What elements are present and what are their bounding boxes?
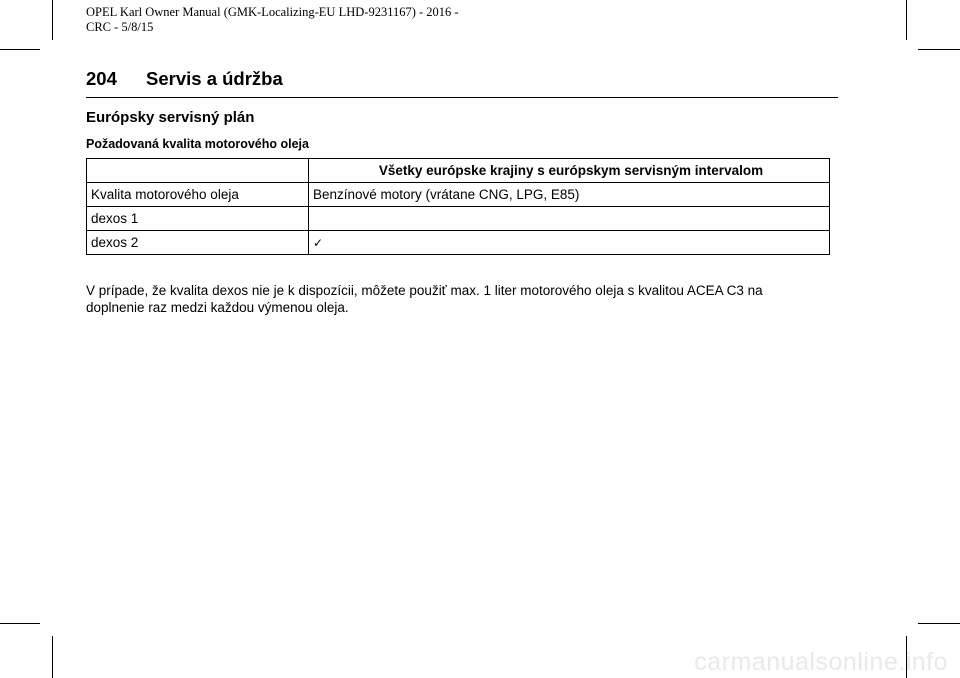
crop-mark-top-right-horizontal [918, 49, 960, 50]
table-row [87, 231, 830, 255]
crop-mark-top-left-vertical [52, 0, 53, 40]
section-title: Európsky servisný plán [86, 109, 255, 126]
chapter-title: Servis a údržba [146, 68, 283, 89]
table-cell: Kvalita motorového oleja [87, 183, 309, 207]
header-rule [86, 97, 838, 98]
crop-mark-bottom-left-vertical [52, 636, 53, 678]
table-row [87, 183, 830, 207]
crop-mark-bottom-right-horizontal [918, 623, 960, 624]
running-head [86, 68, 283, 90]
body-text-line-2: doplnenie raz medzi každou výmenou oleja. [86, 300, 349, 315]
oil-quality-table [86, 158, 830, 255]
body-paragraph [86, 282, 836, 316]
table-cell: Benzínové motory (vrátane CNG, LPG, E85) [309, 183, 830, 207]
table-cell: dexos 2 [87, 231, 309, 255]
print-header [86, 5, 459, 35]
table-cell: dexos 1 [87, 207, 309, 231]
watermark: carmanualsonline.info [694, 648, 948, 676]
print-header-line-1: OPEL Karl Owner Manual (GMK-Localizing-EU LHD-9231167) - 2016 - [86, 5, 459, 19]
print-header-line-2: CRC - 5/8/15 [86, 20, 154, 34]
table-header-cell [87, 159, 309, 183]
table-cell [309, 231, 830, 255]
crop-mark-top-left-horizontal [0, 49, 40, 50]
crop-mark-top-right-vertical [906, 0, 907, 40]
subsection-title: Požadovaná kvalita motorového oleja [86, 137, 309, 151]
checkmark-icon: ✓ [313, 236, 324, 250]
table-header-row [87, 159, 830, 183]
body-text-line-1: V prípade, že kvalita dexos nie je k dispozícii, môžete použiť max. 1 liter motorového oleja s kvalitou ACEA C3 na [86, 283, 763, 298]
table-row [87, 207, 830, 231]
table-header-cell: Všetky európske krajiny s európskym servisným intervalom [309, 159, 830, 183]
crop-mark-bottom-left-horizontal [0, 623, 40, 624]
table-cell [309, 207, 830, 231]
page-number: 204 [86, 68, 117, 89]
